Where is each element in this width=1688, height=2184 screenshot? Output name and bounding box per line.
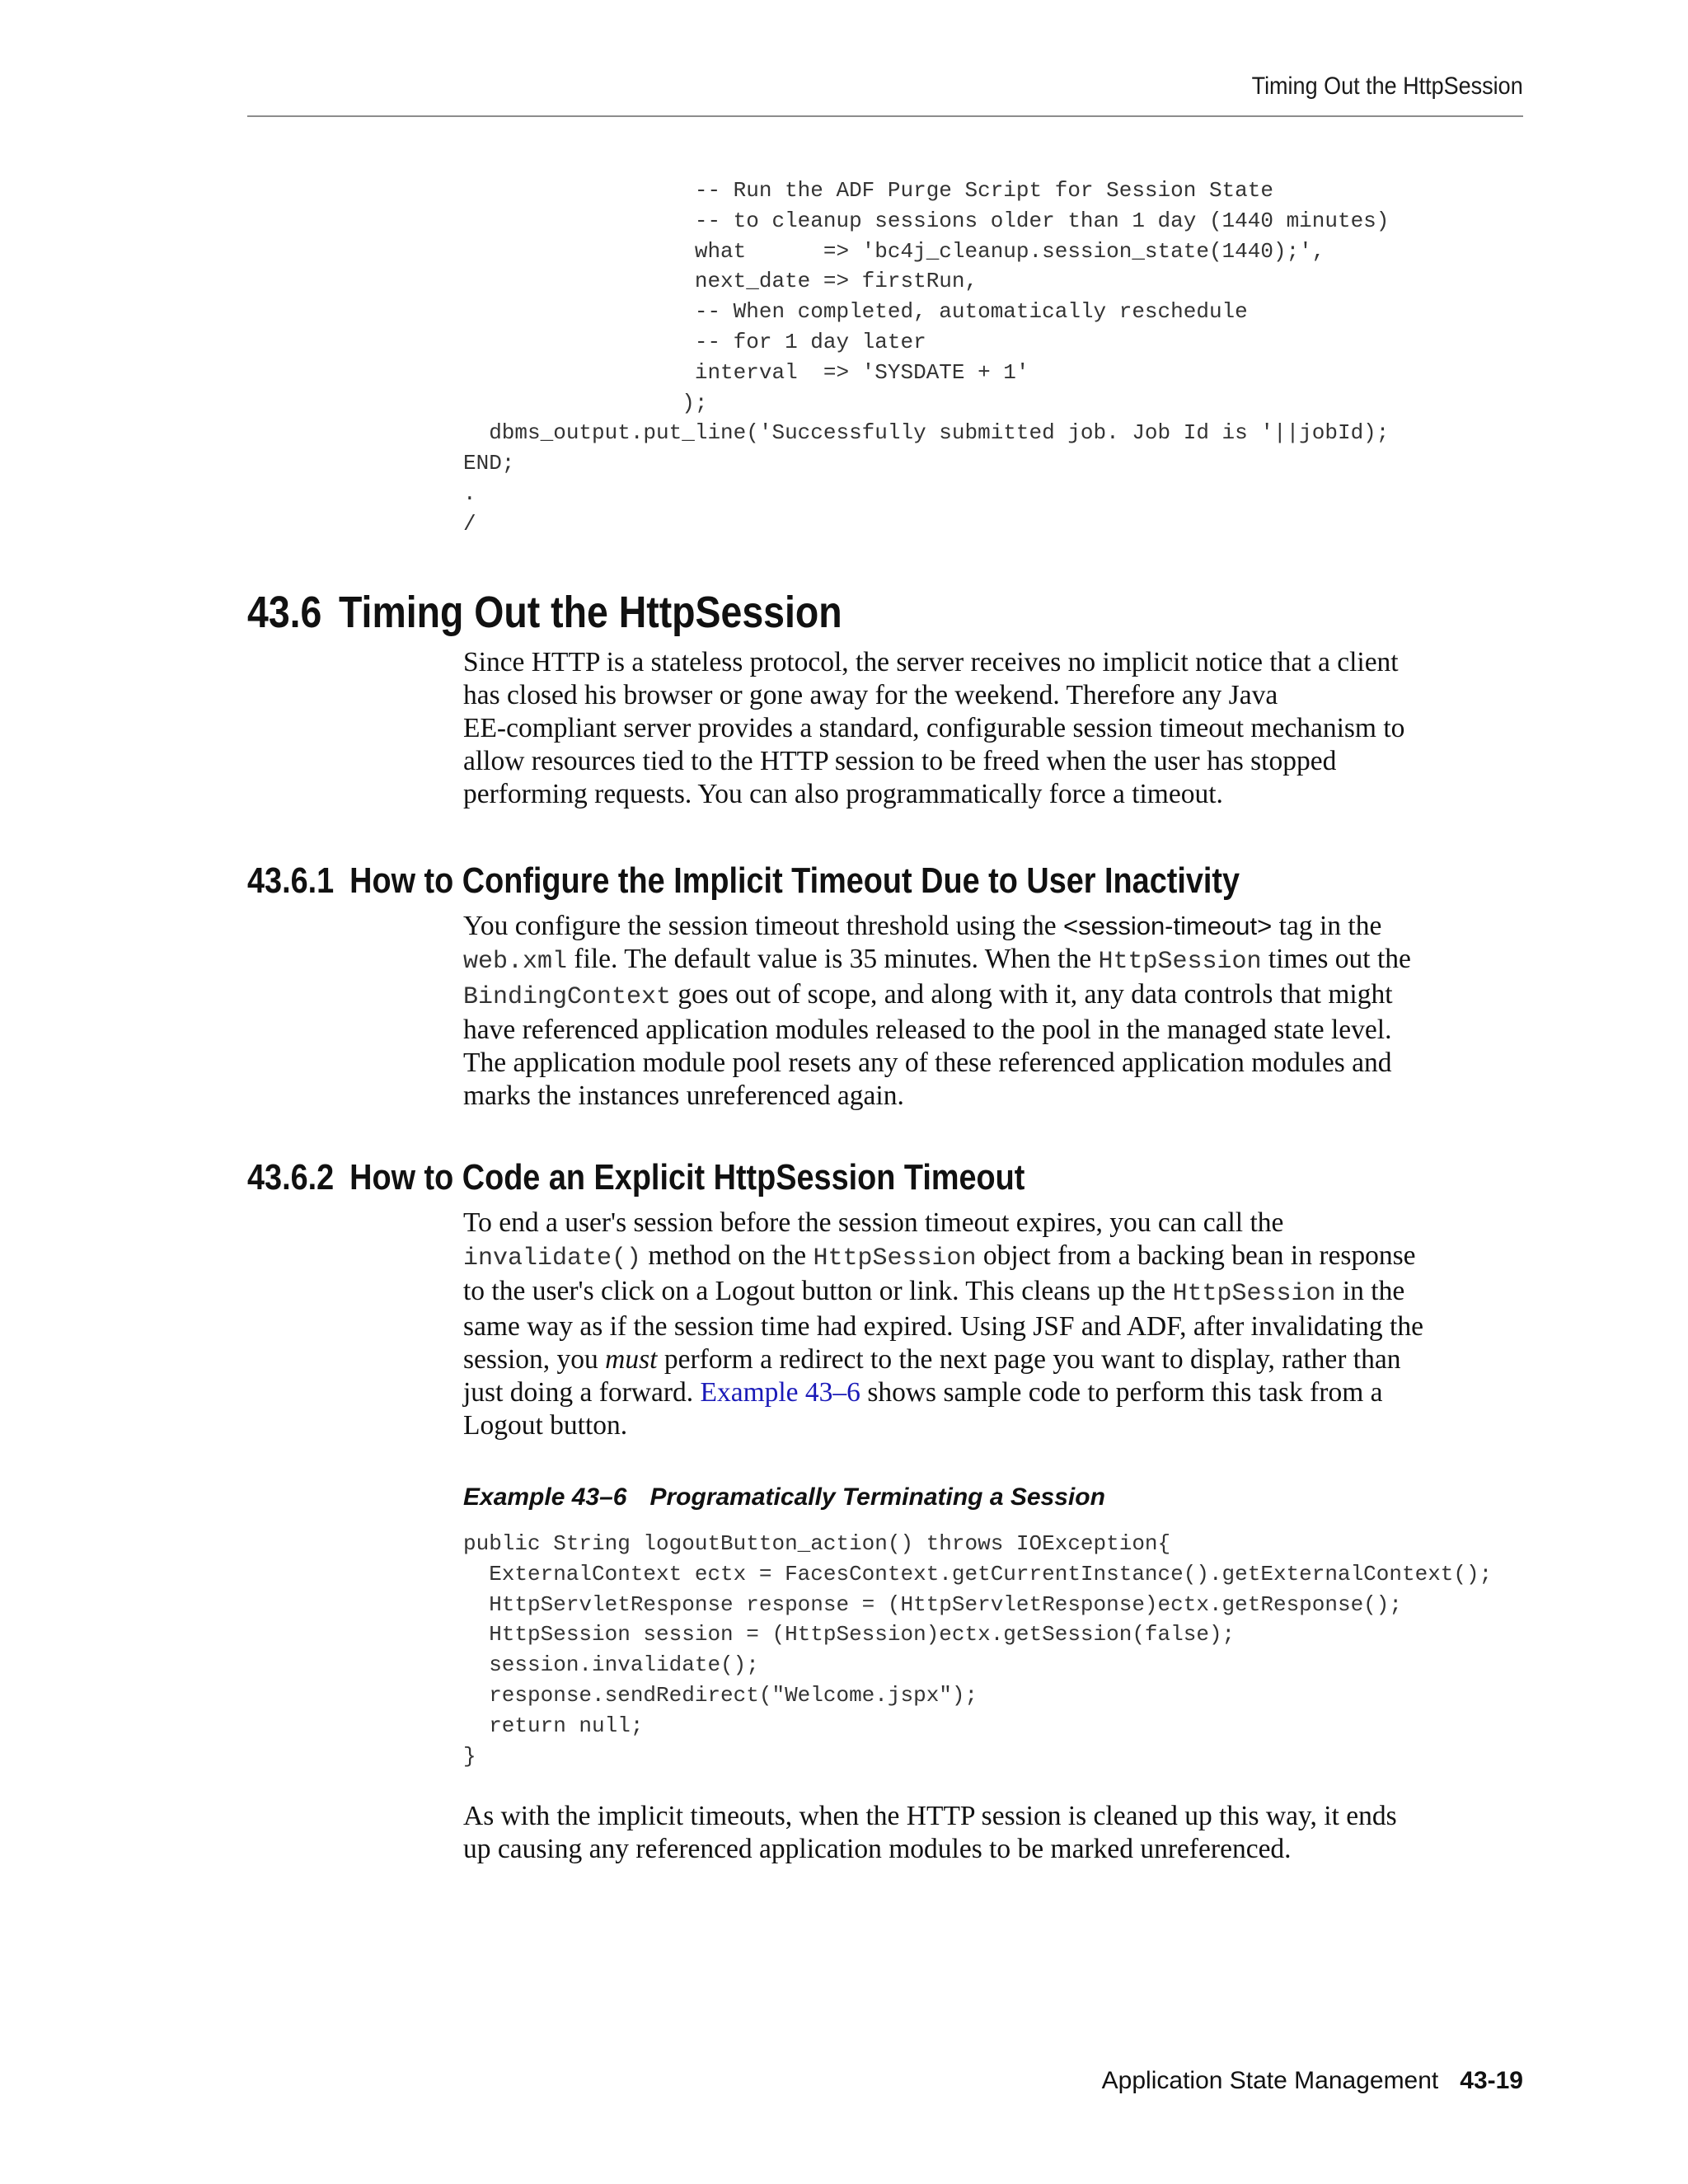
paragraph-line: The application module pool resets any of these referenced application modules and xyxy=(463,1047,1392,1078)
code-line: dbms_output.put_line('Successfully submitted job. Job Id is '||jobId); xyxy=(463,420,1390,446)
code-line: what => 'bc4j_cleanup.session_state(1440);', xyxy=(463,238,1325,264)
section-number: 43.6 xyxy=(247,588,322,637)
paragraph-line: web.xml file. The default value is 35 minutes. When the HttpSession times out the xyxy=(463,944,1411,976)
section-intro-paragraph xyxy=(463,646,1404,811)
code-line: -- Run the ADF Purge Script for Session State xyxy=(463,178,1273,203)
code-block-logout-action xyxy=(463,1529,1492,1771)
inline-code: web.xml xyxy=(463,948,568,976)
code-line: public String logoutButton_action() throws IOException{ xyxy=(463,1531,1171,1556)
paragraph-line: allow resources tied to the HTTP session to be freed when the user has stopped xyxy=(463,746,1337,776)
subsection-heading-explicit-timeout xyxy=(247,1157,1025,1198)
code-line: HttpSession session = (HttpSession)ectx.getSession(false); xyxy=(463,1622,1236,1647)
code-line: interval => 'SYSDATE + 1' xyxy=(463,359,1029,385)
inline-code: HttpSession xyxy=(1098,948,1262,976)
paragraph-line: Since HTTP is a stateless protocol, the server receives no implicit notice that a client xyxy=(463,647,1399,677)
code-block-purge-script xyxy=(463,176,1389,540)
paragraph-line: performing requests. You can also programmatically force a timeout. xyxy=(463,779,1223,809)
running-header: Timing Out the HttpSession xyxy=(1251,73,1523,100)
code-line: -- When completed, automatically reschedule xyxy=(463,299,1248,325)
page-footer xyxy=(1102,2067,1523,2095)
subsection-number: 43.6.2 xyxy=(247,1157,335,1197)
code-line: session.invalidate(); xyxy=(463,1652,759,1678)
paragraph-line: has closed his browser or gone away for the weekend. Therefore any Java xyxy=(463,680,1278,710)
code-line: / xyxy=(463,511,476,537)
code-line: -- for 1 day later xyxy=(463,329,926,354)
implicit-timeout-paragraph xyxy=(463,910,1411,1113)
code-line: ); xyxy=(463,390,708,415)
paragraph-line: up causing any referenced application modules to be marked unreferenced. xyxy=(463,1834,1292,1864)
section-title: Timing Out the HttpSession xyxy=(339,588,842,637)
xml-tag-text: <session-timeout> xyxy=(1062,912,1273,940)
paragraph-line: To end a user's session before the session timeout expires, you can call the xyxy=(463,1207,1284,1238)
code-line: END; xyxy=(463,451,515,476)
subsection-number: 43.6.1 xyxy=(247,860,335,901)
subsection-heading-implicit-timeout xyxy=(247,860,1240,902)
example-cross-reference-link[interactable]: Example 43–6 xyxy=(700,1377,860,1408)
subsection-title: How to Code an Explicit HttpSession Timeout xyxy=(349,1157,1025,1197)
emphasis-text: must xyxy=(605,1344,658,1375)
code-line: response.sendRedirect("Welcome.jspx"); xyxy=(463,1682,978,1708)
code-line: return null; xyxy=(463,1713,644,1738)
code-line: ExternalContext ectx = FacesContext.getCurrentInstance().getExternalContext(); xyxy=(463,1561,1493,1586)
section-heading xyxy=(247,587,842,638)
footer-page-number: 43-19 xyxy=(1460,2067,1523,2094)
inline-code: HttpSession xyxy=(813,1244,977,1272)
code-line: HttpServletResponse response = (HttpServletResponse)ectx.getResponse(); xyxy=(463,1591,1402,1617)
inline-code: HttpSession xyxy=(1172,1280,1336,1308)
paragraph-line: session, you must perform a redirect to the next page you want to display, rather than xyxy=(463,1344,1401,1375)
example-title: Programatically Terminating a Session xyxy=(649,1483,1105,1511)
code-line: . xyxy=(463,480,476,506)
example-caption xyxy=(463,1483,1105,1511)
paragraph-line: EE-compliant server provides a standard, configurable session timeout mechanism to xyxy=(463,713,1405,743)
paragraph-line: Logout button. xyxy=(463,1410,628,1441)
paragraph-line: to the user's click on a Logout button or link. This cleans up the HttpSession in the xyxy=(463,1276,1405,1308)
subsection-title: How to Configure the Implicit Timeout Due to User Inactivity xyxy=(349,860,1240,901)
inline-code: invalidate() xyxy=(463,1244,642,1272)
paragraph-line: same way as if the session time had expired. Using JSF and ADF, after invalidating the xyxy=(463,1311,1423,1342)
code-line: } xyxy=(463,1743,476,1769)
paragraph-line: just doing a forward. Example 43–6 shows sample code to perform this task from a xyxy=(463,1377,1383,1408)
code-line: -- to cleanup sessions older than 1 day (1440 minutes) xyxy=(463,208,1390,233)
explicit-timeout-paragraph xyxy=(463,1207,1423,1442)
paragraph-line: have referenced application modules released to the pool in the managed state level. xyxy=(463,1015,1392,1045)
paragraph-line: invalidate() method on the HttpSession object from a backing bean in response xyxy=(463,1240,1416,1272)
inline-code: BindingContext xyxy=(463,983,672,1011)
example-label: Example 43–6 xyxy=(463,1483,627,1511)
paragraph-line: marks the instances unreferenced again. xyxy=(463,1080,904,1111)
header-rule xyxy=(247,115,1523,117)
paragraph-line: As with the implicit timeouts, when the HTTP session is cleaned up this way, it ends xyxy=(463,1801,1397,1831)
footer-book-title: Application State Management xyxy=(1101,2067,1439,2094)
paragraph-line: BindingContext goes out of scope, and along with it, any data controls that might xyxy=(463,979,1393,1011)
closing-paragraph xyxy=(463,1800,1397,1866)
code-line: next_date => firstRun, xyxy=(463,269,978,294)
paragraph-line: You configure the session timeout threshold using the <session-timeout> tag in the xyxy=(463,911,1382,941)
